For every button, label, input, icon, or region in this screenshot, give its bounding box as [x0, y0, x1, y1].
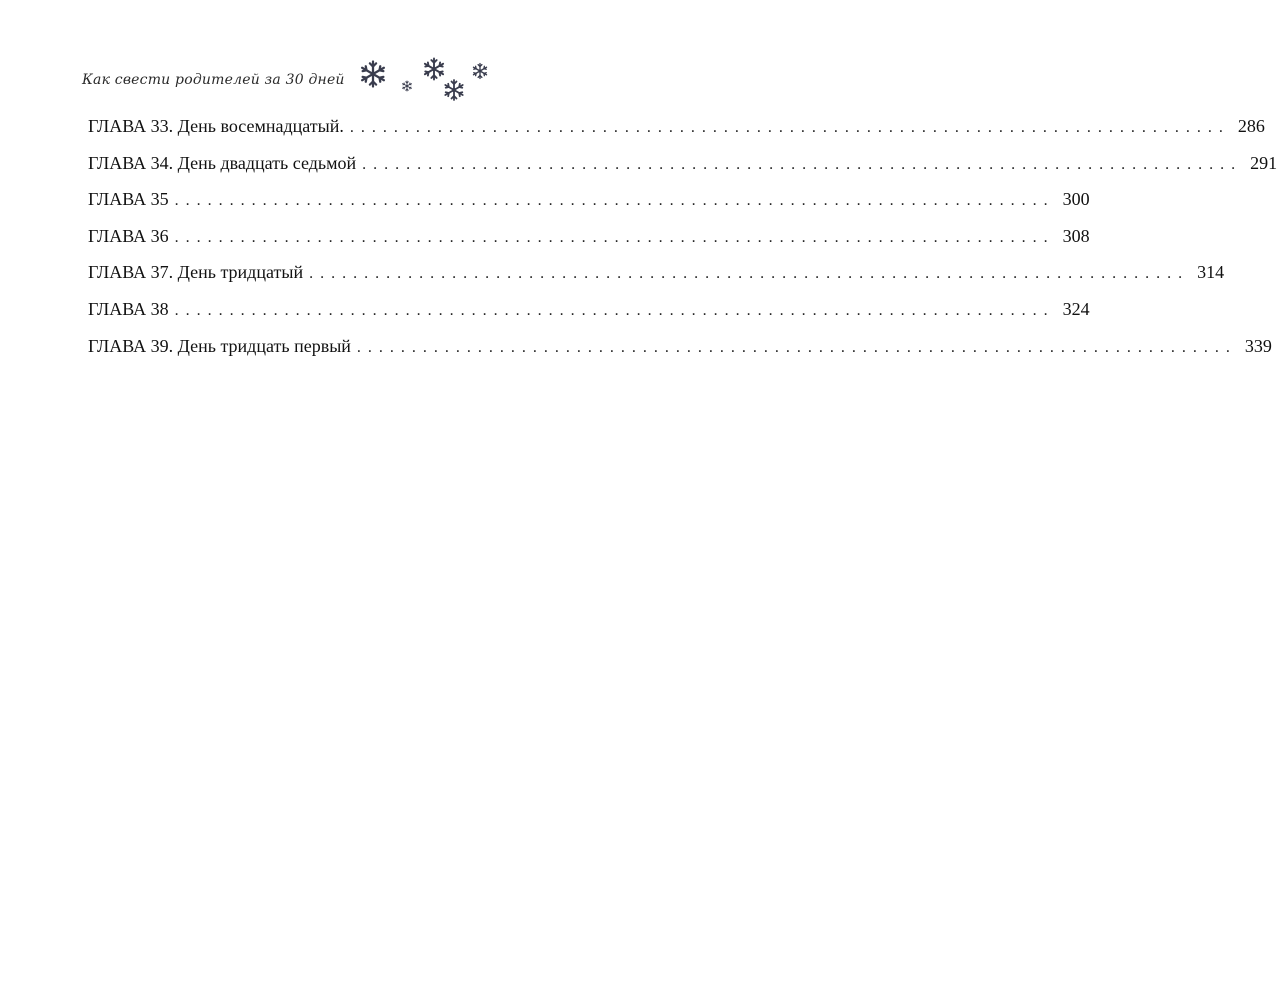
toc-entry-page: 314 [1197, 262, 1225, 283]
toc-entry-page: 286 [1237, 116, 1265, 136]
dot-leader: ................................................................................ [362, 155, 1243, 173]
toc-entry-page: 300 [1062, 189, 1090, 210]
dot-leader: ................................................................................ [174, 192, 1055, 210]
toc-entry-title: ГЛАВА 36 [88, 225, 169, 246]
toc-entry[interactable] [88, 258, 1225, 295]
toc-entry[interactable] [88, 185, 1090, 222]
toc-entry-title: ГЛАВА 38 [88, 298, 169, 319]
toc-entry[interactable] [88, 222, 1090, 259]
dot-leader: ................................................................................ [174, 228, 1055, 246]
toc-entry[interactable] [88, 149, 1277, 186]
running-header [82, 56, 522, 106]
toc-entry-page: 339 [1244, 335, 1272, 356]
snowflakes-icon [352, 56, 522, 106]
toc-entry-title: ГЛАВА 37. День тридцатый [88, 262, 304, 283]
toc-entry-page: 324 [1062, 298, 1090, 319]
toc-entry-page: 291 [1250, 152, 1277, 173]
dot-leader: ................................................................................ [356, 338, 1237, 356]
toc-entry[interactable] [88, 332, 1272, 369]
dot-leader: ................................................................................ [349, 119, 1230, 136]
toc-entry[interactable] [88, 112, 1265, 149]
dot-leader: ................................................................................ [309, 265, 1190, 283]
toc-entry-title: ГЛАВА 34. День двадцать седьмой [88, 152, 357, 173]
table-of-contents [88, 112, 1277, 368]
toc-entry[interactable] [88, 295, 1090, 332]
toc-entry-title: ГЛАВА 33. День восемнадцатый. [88, 116, 344, 136]
toc-entry-title: ГЛАВА 35 [88, 189, 169, 210]
dot-leader: ................................................................................ [174, 301, 1055, 319]
toc-entry-title: ГЛАВА 39. День тридцать первый [88, 335, 351, 356]
toc-entry-page: 308 [1062, 225, 1090, 246]
running-header-title: Как свести родителей за 30 дней [82, 72, 345, 88]
